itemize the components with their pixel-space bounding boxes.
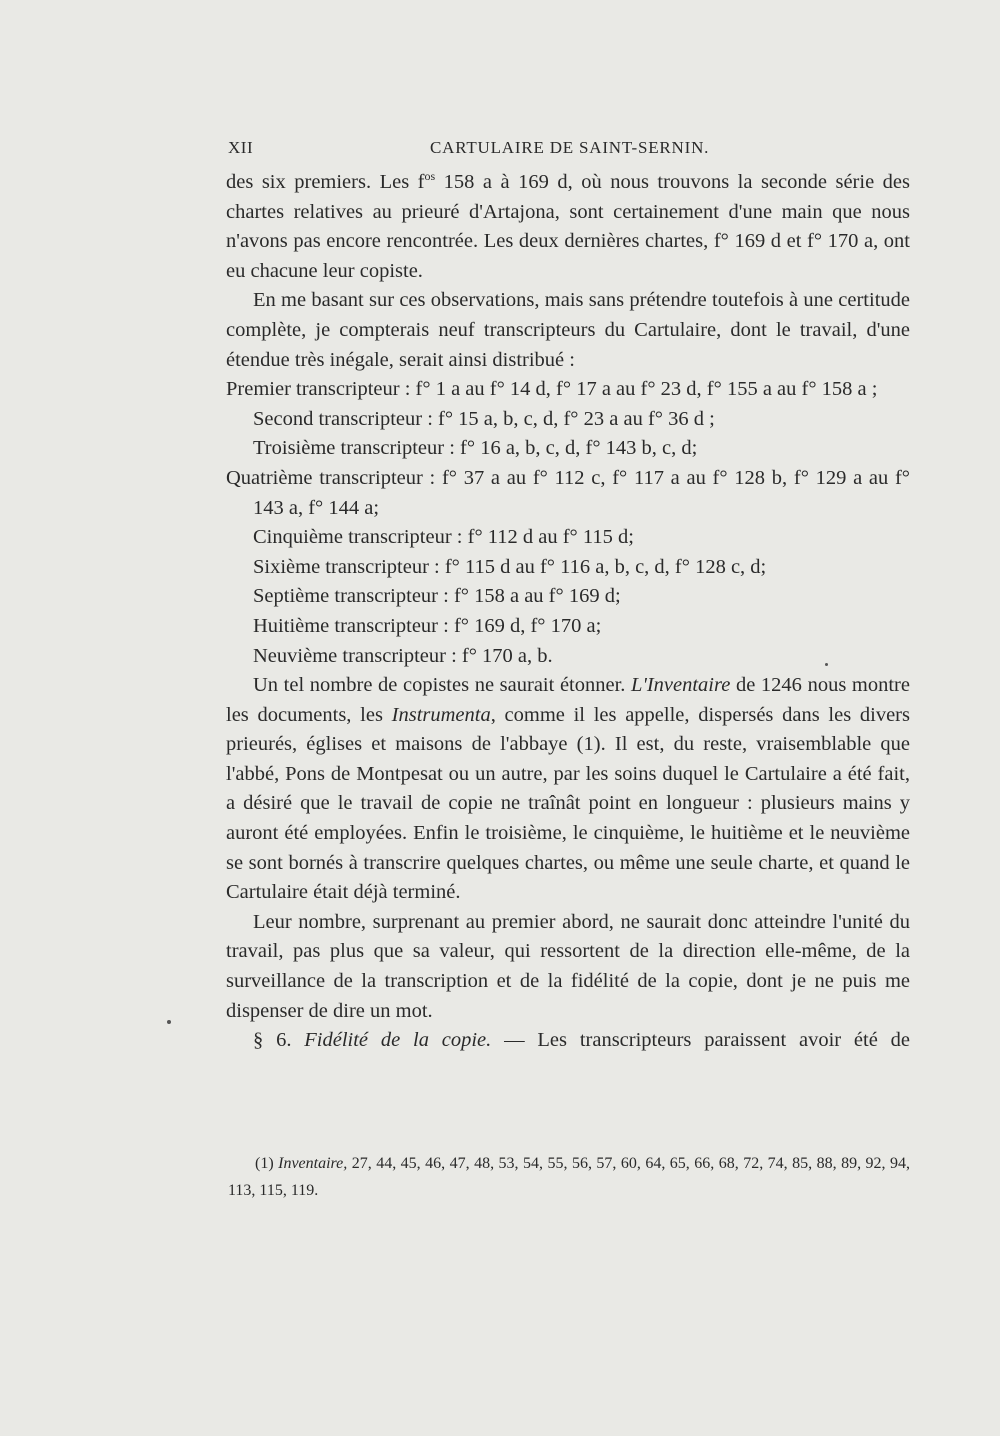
list-item: Second transcripteur : f° 15 a, b, c, d, f° 23 a au f° 36 d ; [253,407,715,430]
paragraph-1: des six premiers. Les $f^{os}$ 158 a à 169 d, où nous trouvons la seconde série des chartes relatives au prieuré d'Artajona, sont certainement d'une main que nous n'avons pas encore rencontrée. Les deux dernières chartes, f° 169 d et f° 170 a, ont eu chacune leur copiste. [226,169,910,282]
main-text [226,168,910,1056]
list-item: Sixième transcripteur : f° 115 d au f° 116 a, b, c, d, f° 128 c, d; [253,555,767,578]
section-sign: § 6. [253,1029,305,1052]
list-item: Huitième transcripteur : f° 169 d, f° 170 a; [253,614,602,637]
list-item: Cinquième transcripteur : f° 112 d au f° 115 d; [253,526,634,549]
page-header [228,138,910,164]
list-item: Quatrième transcripteur : f° 37 a au f° 112 c, f° 117 a au f° 128 b, f° 129 a au f° 143 a, f° 144 a; [226,466,910,519]
transcriber-list [226,375,910,671]
emphasis-inventaire: L'Inventaire [631,674,731,697]
paragraph-3: Un tel nombre de copistes ne saurait étonner. L'Inventaire de 1246 nous montre les documents, les Instrumenta, comme il les appelle, dispersés dans les divers prieurés, églises et maisons de l'abbaye (1). Il est, du reste, vraisemblable que l'abbé, Pons de Montpesat ou un autre, par les soins duquel le Cartulaire a été fait, a désiré que le travail de copie ne traînât point en longueur : plusieurs mains y auront été employées. Enfin le troisième, le cinquième, le huitième et le neuvième se sont bornés à transcrire quelques chartes, ou même une seule charte, et quand le Cartulaire était déjà terminé. [226,674,910,904]
section-title: Fidélité de la copie. [304,1029,492,1052]
paragraph-4: Leur nombre, surprenant au premier abord, ne saurait donc atteindre l'unité du travail, pas plus que sa valeur, qui ressortent de la direction elle-même, de la surveillance de la transcription et de la fidélité de la copie, dont je ne puis me dispenser de dire un mot. [226,910,910,1022]
paper-speck [167,1020,171,1024]
paragraph-2: En me basant sur ces observations, mais sans prétendre toutefois à une certitude complète, je compterais neuf transcripteurs du Cartulaire, dont le travail, d'une étendue très inégale, serait ainsi distribué : [226,289,910,371]
paragraph-5: § 6. Fidélité de la copie. — Les transcripteurs paraissent avoir été de [253,1029,910,1052]
list-item: Premier transcripteur : f° 1 a au f° 14 d, f° 17 a au f° 23 d, f° 155 a au f° 158 a ; [226,378,878,401]
page-number: XII [228,138,254,157]
footnote-1: (1) Inventaire, 27, 44, 45, 46, 47, 48, 53, 54, 55, 56, 57, 60, 64, 65, 66, 68, 72, 74, 85, 88, 89, 92, 94, 113, 115, 119. [228,1155,911,1199]
list-item: Septième transcripteur : f° 158 a au f° 169 d; [253,585,621,608]
footnotes [228,1150,910,1204]
emphasis-instrumenta: Instrumenta [391,703,491,726]
paper-speck [825,663,828,666]
list-item: Troisième transcripteur : f° 16 a, b, c, d, f° 143 b, c, d; [253,437,698,460]
superscript-os: os [424,169,436,184]
list-item: Neuvième transcripteur : f° 170 a, b. [253,644,553,667]
running-title: CARTULAIRE DE SAINT-SERNIN. [430,138,710,157]
